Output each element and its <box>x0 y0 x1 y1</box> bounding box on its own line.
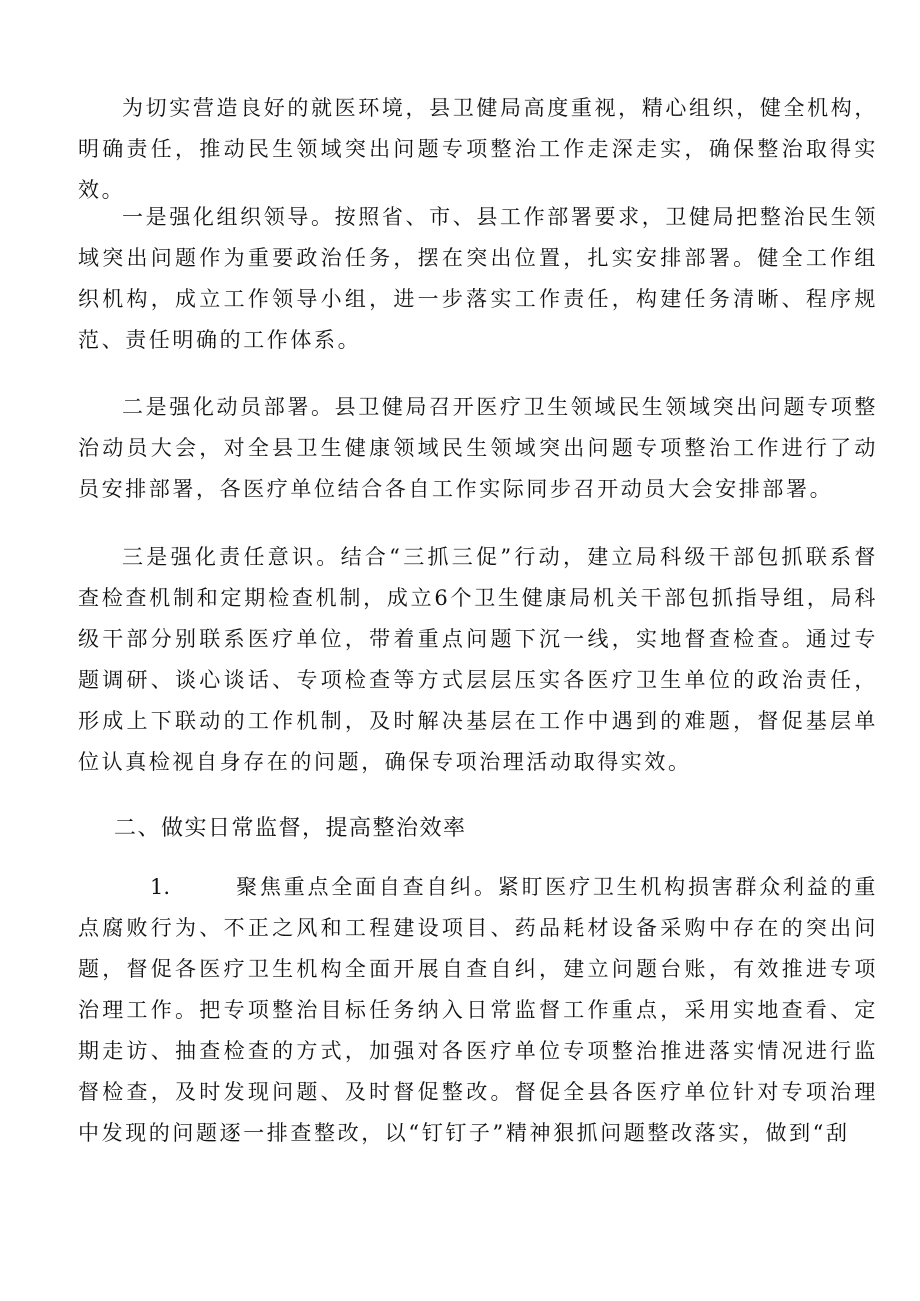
paragraph-organization-leadership: 一是强化组织领导。按照省、市、县工作部署要求，卫健局把整治民生领域突出问题作为重要政治任务，摆在突出位置，扎实安排部署。健全工作组织机构，成立工作领导小组，进一步落实工作责任，构建任务清晰、程序规范、责任明确的工作体系。 <box>78 205 878 352</box>
paragraph-mobilization: 二是强化动员部署。县卫健局召开医疗卫生领域民生领域突出问题专项整治动员大会，对全县卫生健康领域民生领域突出问题专项整治工作进行了动员安排部署，各医疗单位结合各自工作实际同步召开动员大会安排部署。 <box>78 395 878 501</box>
section-heading: 二、做实日常监督，提高整治效率 <box>114 816 467 841</box>
item-text: 聚焦重点全面自查自纠。紧盯医疗卫生机构损害群众利益的重点腐败行为、不正之风和工程建设项目、药品耗材设备采购中存在的突出问题，督促各医疗卫生机构全面开展自查自纠，建立问题台账，有效推进专项治理工作。把专项整治目标任务纳入日常监督工作重点，采用实地查看、定期走访、抽查检查的方式，加强对各医疗单位专项整治推进落实情况进行监督检查，及时发现问题、及时督促整改。督促全县各医疗单位针对专项治理中发现的问题逐一排查整改，以“钉钉子”精神狠抓问题整改落实，做到“刮 <box>78 875 878 1145</box>
paragraph-responsibility: 三是强化责任意识。结合“三抓三促”行动，建立局科级干部包抓联系督查检查机制和定期检查机制，成立6个卫生健康局机关干部包抓指导组，局科级干部分别联系医疗单位，带着重点问题下沉一线，实地督查检查。通过专题调研、谈心谈话、专项检查等方式层层压实各医疗卫生单位的政治责任，形成上下联动的工作机制，及时解决基层在工作中遇到的难题，督促基层单位认真检视自身存在的问题，确保专项治理活动取得实效。 <box>78 545 878 774</box>
item-number: 1. <box>150 875 171 899</box>
numbered-paragraph <box>78 867 878 1154</box>
intro-paragraph: 为切实营造良好的就医环境，县卫健局高度重视，精心组织，健全机构，明确责任，推动民生领域突出问题专项整治工作走深走实，确保整治取得实效。 <box>78 96 878 202</box>
